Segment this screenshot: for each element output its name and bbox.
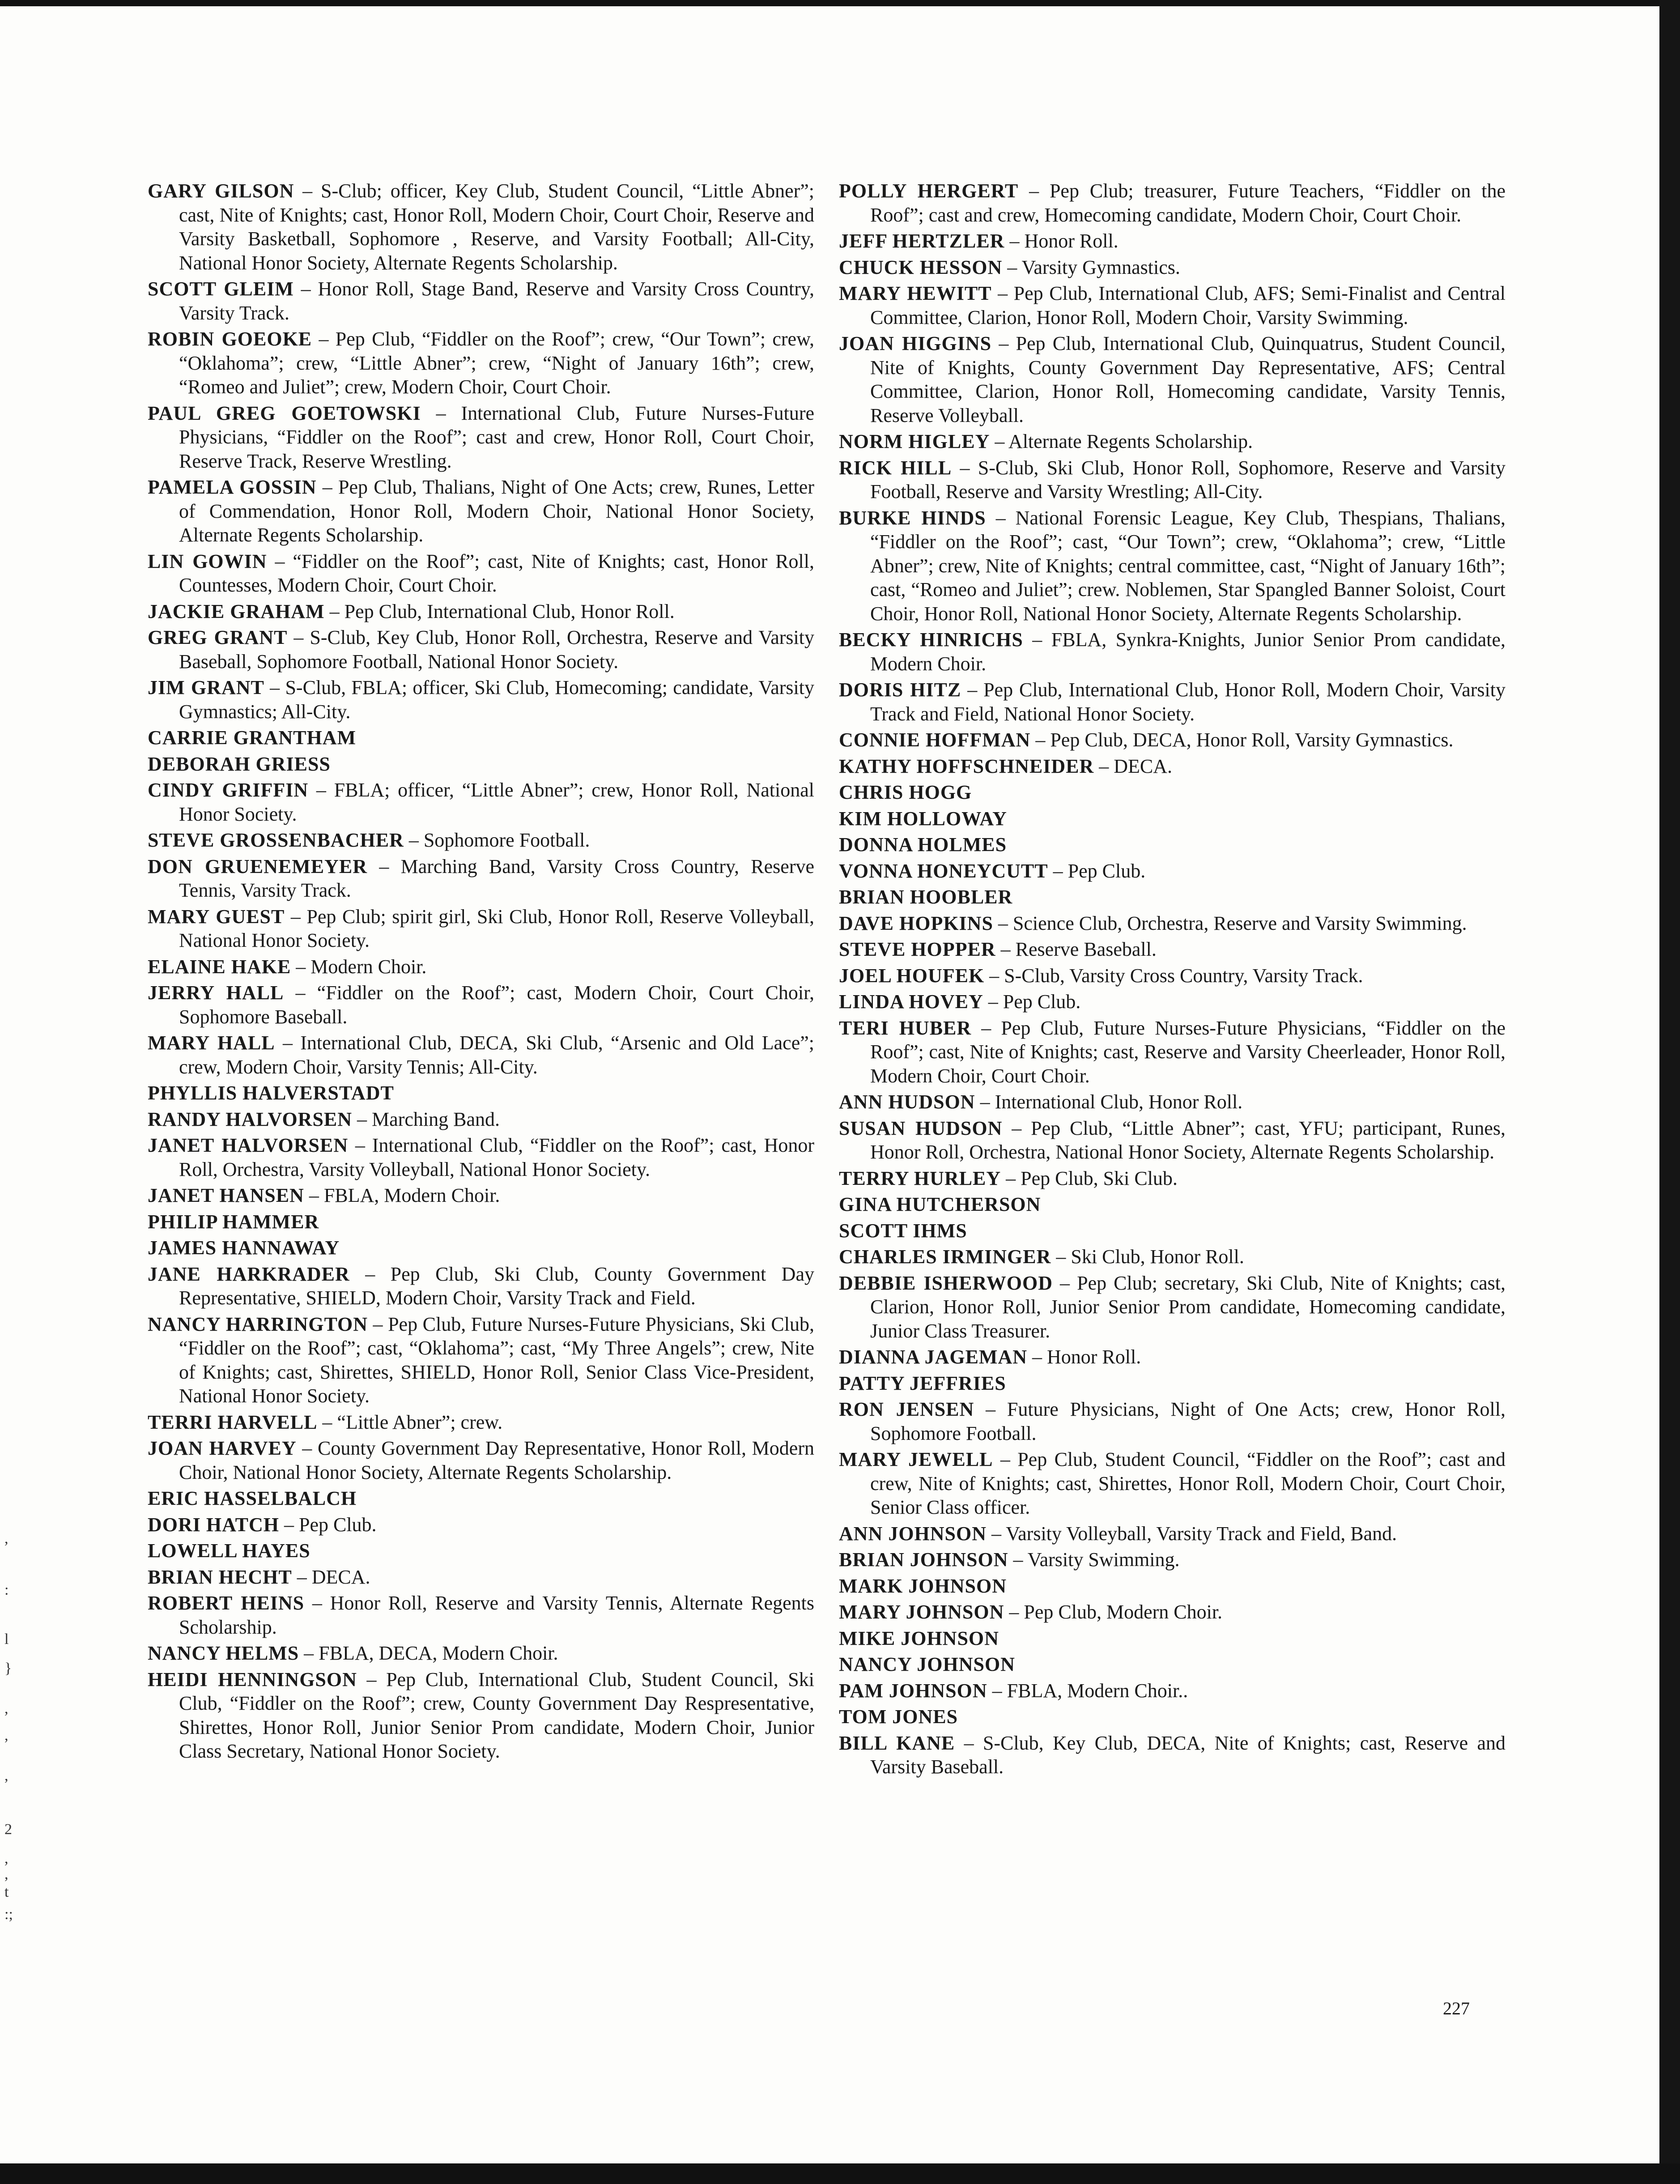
student-name: KATHY HOFFSCHNEIDER: [839, 755, 1094, 777]
student-entry: [148, 752, 814, 776]
student-activities: – Marching Band.: [352, 1108, 500, 1130]
student-name: LIN GOWIN: [148, 550, 267, 572]
student-activities: – Pep Club.: [1048, 860, 1146, 882]
student-entry: [148, 1591, 814, 1639]
student-name: DORI HATCH: [148, 1513, 279, 1536]
student-name: GINA HUTCHERSON: [839, 1193, 1041, 1215]
student-activities: – International Club, DECA, Ski Club, “Arsenic and Old Lace”; crew, Modern Choir, Varsity Tennis; All-City.: [179, 1032, 814, 1078]
student-entry: [839, 255, 1506, 280]
student-entry: [839, 1626, 1506, 1651]
student-entry: [839, 1271, 1506, 1343]
student-activities: – Pep Club, International Club, Honor Roll.: [324, 600, 675, 622]
student-activities: – Reserve Baseball.: [995, 938, 1157, 960]
student-activities: – “Little Abner”; crew.: [317, 1411, 503, 1433]
student-name: TERI HUBER: [839, 1017, 972, 1039]
student-name: TOM JONES: [839, 1706, 958, 1728]
student-name: NANCY JOHNSON: [839, 1653, 1015, 1675]
student-activities: – Pep Club, International Club, Student Council, Ski Club, “Fiddler on the Roof”; crew, County Government Day Respresentative, Shirettes, Honor Roll, Junior Senior Prom candidate, Modern Choir, Junior Class Secretary, National Honor Society.: [179, 1668, 815, 1762]
student-activities: – DECA.: [292, 1566, 370, 1588]
student-activities: – Varsity Gymnastics.: [1002, 256, 1180, 278]
student-entry: [839, 1016, 1506, 1088]
student-entry: [839, 754, 1506, 779]
student-activities: – Science Club, Orchestra, Reserve and Varsity Swimming.: [993, 912, 1467, 934]
student-entry: [148, 626, 814, 673]
student-entry: [839, 1167, 1506, 1191]
student-name: CONNIE HOFFMAN: [839, 729, 1031, 751]
student-entry: [839, 807, 1506, 831]
student-name: CHARLES IRMINGER: [839, 1246, 1051, 1268]
student-entry: [148, 1436, 814, 1484]
student-name: DEBBIE ISHERWOOD: [839, 1272, 1053, 1294]
student-name: SCOTT GLEIM: [148, 278, 294, 300]
student-name: GARY GILSON: [148, 180, 294, 202]
student-entry: [839, 1345, 1506, 1369]
student-activities: – DECA.: [1094, 755, 1173, 777]
student-entry: [148, 1668, 814, 1763]
student-activities: – National Forensic League, Key Club, Thespians, Thalians, “Fiddler on the Roof”; cast, “Our Town”; crew, “Oklahoma”; crew, “Little Abner”; crew, Nite of Knights; central committee, cast, “Night of January 16th”; cast, “Romeo and Juliet”; crew. Noblemen, Star Spangled Banner Soloist, Court Choir, Honor Roll, National Honor Society, Alternate Regents Scholarship.: [870, 507, 1506, 625]
student-activities: – Pep Club, Thalians, Night of One Acts; crew, Runes, Letter of Commendation, Honor Roll, Modern Choir, National Honor Society, Alternate Regents Scholarship.: [179, 476, 814, 546]
student-name: JAMES HANNAWAY: [148, 1237, 340, 1259]
student-activities: – Pep Club, Ski Club.: [1001, 1167, 1178, 1189]
student-name: CARRIE GRANTHAM: [148, 727, 356, 749]
student-activities: – Marching Band, Varsity Cross Country, Reserve Tennis, Varsity Track.: [179, 855, 814, 901]
student-activities: – Pep Club, Ski Club, County Government Day Representative, SHIELD, Modern Choir, Varsity Track and Field.: [179, 1263, 814, 1309]
student-name: DORIS HITZ: [839, 679, 961, 701]
student-name: MIKE JOHNSON: [839, 1627, 999, 1649]
student-name: CINDY GRIFFIN: [148, 779, 309, 801]
student-name: MARY JOHNSON: [839, 1601, 1004, 1623]
student-entry: [148, 1184, 814, 1208]
student-name: BECKY HINRICHS: [839, 629, 1023, 651]
student-name: MARY HALL: [148, 1032, 275, 1054]
student-entry: [839, 859, 1506, 883]
student-activities: – Pep Club, “Fiddler on the Roof”; crew, “Our Town”; crew, “Oklahoma”; crew, “Little Abner”; crew, “Night of January 16th”; crew, “Romeo and Juliet”; crew, Modern Choir, Court Choir.: [179, 328, 815, 398]
margin-mark: :: [4, 1582, 9, 1598]
student-activities: – Pep Club.: [279, 1513, 377, 1536]
student-entry: [839, 281, 1506, 329]
student-activities: – Varsity Swimming.: [1008, 1549, 1180, 1571]
margin-mark: ,: [4, 1767, 9, 1784]
student-activities: – Honor Roll, Reserve and Varsity Tennis, Alternate Regents Scholarship.: [179, 1592, 814, 1638]
student-entry: [839, 1548, 1506, 1572]
student-entry: [148, 726, 814, 750]
student-activities: – FBLA, Modern Choir.: [304, 1184, 500, 1206]
student-name: ROBIN GOEOKE: [148, 328, 312, 350]
student-entry: [839, 1447, 1506, 1520]
student-name: BRIAN JOHNSON: [839, 1549, 1008, 1571]
student-name: MARK JOHNSON: [839, 1575, 1007, 1597]
student-entry: [148, 828, 814, 852]
student-activities: – International Club, “Fiddler on the Roof”; cast, Honor Roll, Orchestra, Varsity Volleyball, National Honor Society.: [179, 1134, 814, 1180]
student-activities: – Future Physicians, Night of One Acts; crew, Honor Roll, Sophomore Football.: [870, 1398, 1506, 1444]
student-activities: – Pep Club, International Club, Quinquatrus, Student Council, Nite of Knights, County Government Day Representative, AFS; Central Committee, Clarion, Honor Roll, Homecoming candidate, Varsity Tennis, Reserve Volleyball.: [870, 332, 1506, 426]
student-name: LINDA HOVEY: [839, 991, 983, 1013]
student-name: JOAN HARVEY: [148, 1437, 297, 1459]
student-name: JANET HANSEN: [148, 1184, 304, 1206]
student-name: BRIAN HOOBLER: [839, 886, 1013, 908]
margin-mark: :;: [4, 1906, 13, 1923]
student-name: BURKE HINDS: [839, 507, 986, 529]
student-name: DONNA HOLMES: [839, 834, 1007, 856]
student-name: TERRI HARVELL: [148, 1411, 318, 1433]
student-entry: [839, 628, 1506, 676]
student-entry: [839, 332, 1506, 427]
margin-mark: ,: [4, 1727, 9, 1744]
student-activities: – County Government Day Representative, Honor Roll, Modern Choir, National Honor Society, Alternate Regents Scholarship.: [179, 1437, 814, 1483]
student-entry: [148, 600, 814, 624]
student-activities: – Pep Club, International Club, AFS; Semi-Finalist and Central Committee, Clarion, Honor Roll, Modern Choir, Varsity Swimming.: [870, 282, 1506, 328]
student-entry: [839, 1192, 1506, 1217]
student-name: PAMELA GOSSIN: [148, 476, 317, 498]
student-name: NANCY HARRINGTON: [148, 1313, 368, 1335]
student-entry: [839, 937, 1506, 962]
student-entry: [148, 1539, 814, 1563]
student-name: DIANNA JAGEMAN: [839, 1346, 1027, 1368]
student-name: POLLY HERGERT: [839, 180, 1019, 202]
student-name: ROBERT HEINS: [148, 1592, 305, 1614]
page-right-edge: [1659, 0, 1680, 2184]
student-name: JIM GRANT: [148, 677, 264, 698]
student-entry: [148, 327, 814, 399]
student-entry: [839, 1652, 1506, 1677]
student-activities: – Pep Club, International Club, Honor Roll, Modern Choir, Varsity Track and Field, National Honor Society.: [870, 679, 1506, 725]
student-name: BILL KANE: [839, 1732, 955, 1754]
student-name: NANCY HELMS: [148, 1642, 299, 1664]
student-activities: – Honor Roll.: [1004, 230, 1119, 252]
student-name: PHILIP HAMMER: [148, 1210, 319, 1233]
student-name: RANDY HALVORSEN: [148, 1108, 353, 1130]
student-entry: [839, 1705, 1506, 1729]
student-name: DAVE HOPKINS: [839, 912, 993, 934]
margin-mark: }: [4, 1660, 12, 1677]
student-activities: – FBLA, DECA, Modern Choir.: [299, 1642, 558, 1664]
student-entry: [148, 905, 814, 953]
student-activities: – S-Club, FBLA; officer, Ski Club, Homecoming; candidate, Varsity Gymnastics; All-City.: [179, 677, 815, 723]
student-entry: [148, 401, 814, 473]
student-entry: [148, 1031, 814, 1079]
student-activities: – Pep Club; treasurer, Future Teachers, “Fiddler on the Roof”; cast and crew, Homecoming candidate, Modern Choir, Court Choir.: [870, 180, 1506, 226]
student-activities: – “Fiddler on the Roof”; cast, Nite of Knights; cast, Honor Roll, Countesses, Modern Choir, Court Choir.: [179, 550, 815, 596]
student-entry: [148, 676, 814, 724]
student-entry: [148, 855, 814, 903]
student-name: LOWELL HAYES: [148, 1540, 310, 1562]
student-activities: – Honor Roll.: [1027, 1346, 1141, 1368]
student-entry: [148, 1641, 814, 1665]
student-entry: [148, 1210, 814, 1234]
margin-mark: 2: [4, 1821, 12, 1838]
student-activities: – FBLA; officer, “Little Abner”; crew, Honor Roll, National Honor Society.: [179, 779, 815, 825]
student-entry: [148, 1081, 814, 1105]
student-name: JOAN HIGGINS: [839, 332, 992, 354]
student-entry: [148, 981, 814, 1029]
page-bottom-edge: [0, 2163, 1680, 2184]
student-name: STEVE GROSSENBACHER: [148, 829, 404, 851]
student-entry: [148, 277, 814, 325]
student-activities: – Sophomore Football.: [404, 829, 590, 851]
student-activities: – “Fiddler on the Roof”; cast, Modern Choir, Court Choir, Sophomore Baseball.: [179, 982, 814, 1028]
margin-mark: ,: [4, 1700, 9, 1717]
student-name: DEBORAH GRIESS: [148, 753, 331, 775]
student-name: HEIDI HENNINGSON: [148, 1668, 357, 1690]
student-entry: [839, 964, 1506, 988]
margin-mark: t: [4, 1884, 9, 1900]
student-name: PAM JOHNSON: [839, 1679, 987, 1702]
student-name: ERIC HASSELBALCH: [148, 1487, 357, 1509]
student-activities: – S-Club, Key Club, DECA, Nite of Knights; cast, Reserve and Varsity Baseball.: [870, 1732, 1506, 1778]
student-activities: – Honor Roll, Stage Band, Reserve and Varsity Cross Country, Varsity Track.: [179, 278, 814, 324]
student-activities: – Pep Club, DECA, Honor Roll, Varsity Gymnastics.: [1030, 729, 1454, 751]
student-entry: [148, 1410, 814, 1435]
student-activities: – Pep Club; spirit girl, Ski Club, Honor Roll, Reserve Volleyball, National Honor Society.: [179, 905, 814, 951]
student-activities: – FBLA, Modern Choir..: [987, 1679, 1188, 1702]
student-activities: – Pep Club, Future Nurses-Future Physicians, Ski Club, “Fiddler on the Roof”; cast, “Oklahoma”; cast, “My Three Angels”; crew, Nite of Knights; cast, Shirettes, SHIELD, Honor Roll, Senior Class Vice-President, National Honor Society.: [179, 1313, 814, 1407]
right-column: [839, 179, 1506, 1781]
student-entry: [839, 1219, 1506, 1243]
student-entry: [839, 1090, 1506, 1114]
student-name: ELAINE HAKE: [148, 955, 291, 978]
student-entry: [148, 1107, 814, 1132]
student-entry: [148, 1262, 814, 1310]
student-entry: [839, 1371, 1506, 1396]
margin-mark: ,: [4, 1530, 9, 1547]
margin-mark: ,: [4, 1866, 9, 1882]
student-entry: [148, 475, 814, 547]
student-name: MARY GUEST: [148, 905, 285, 928]
student-name: SUSAN HUDSON: [839, 1117, 1003, 1139]
student-entry: [148, 179, 814, 275]
student-name: STEVE HOPPER: [839, 938, 996, 960]
student-activities: – Varsity Volleyball, Varsity Track and Field, Band.: [987, 1522, 1397, 1545]
student-name: CHUCK HESSON: [839, 256, 1003, 278]
student-entry: [839, 506, 1506, 626]
student-name: BRIAN HECHT: [148, 1566, 292, 1588]
student-activities: – S-Club, Varsity Cross Country, Varsity Track.: [984, 964, 1363, 987]
student-activities: – International Club, Future Nurses-Future Physicians, “Fiddler on the Roof”; cast and crew, Honor Roll, Court Choir, Reserve Track, Reserve Wrestling.: [179, 402, 815, 472]
student-name: DON GRUENEMEYER: [148, 855, 368, 877]
student-entry: [839, 1522, 1506, 1546]
student-activities: – Pep Club, Future Nurses-Future Physicians, “Fiddler on the Roof”; cast, Nite of Knights; cast, Reserve and Varsity Cheerleader, Honor Roll, Modern Choir, Court Choir.: [870, 1017, 1506, 1087]
student-entry: [148, 955, 814, 979]
student-entry: [839, 833, 1506, 857]
student-entry: [839, 885, 1506, 909]
student-activities: – Pep Club, “Little Abner”; cast, YFU; participant, Runes, Honor Roll, Orchestra, National Honor Society, Alternate Regents Scholarship.: [870, 1117, 1506, 1163]
student-activities: – Pep Club.: [983, 991, 1081, 1013]
student-name: JEFF HERTZLER: [839, 230, 1005, 252]
student-entry: [148, 1513, 814, 1537]
student-activities: – Modern Choir.: [291, 955, 427, 978]
left-column: [148, 179, 814, 1766]
student-activities: – Ski Club, Honor Roll.: [1051, 1246, 1244, 1268]
student-name: ANN HUDSON: [839, 1091, 975, 1113]
page-top-edge: [0, 0, 1680, 6]
student-entry: [839, 1245, 1506, 1269]
student-name: PHYLLIS HALVERSTADT: [148, 1082, 394, 1104]
student-activities: – Pep Club, Student Council, “Fiddler on the Roof”; cast and crew, Nite of Knights; cast, Shirettes, Honor Roll, Modern Choir, Court Choir, Senior Class officer.: [870, 1448, 1506, 1518]
student-name: PAUL GREG GOETOWSKI: [148, 402, 421, 424]
student-entry: [839, 990, 1506, 1014]
student-entry: [839, 1116, 1506, 1164]
student-entry: [148, 549, 814, 597]
student-entry: [839, 179, 1506, 227]
student-name: RICK HILL: [839, 456, 952, 479]
margin-mark: ,: [4, 1850, 9, 1867]
student-activities: – International Club, Honor Roll.: [975, 1091, 1243, 1113]
student-name: VONNA HONEYCUTT: [839, 860, 1048, 882]
student-entry: [148, 1486, 814, 1511]
student-entry: [839, 430, 1506, 454]
student-entry: [839, 1574, 1506, 1598]
student-entry: [839, 1397, 1506, 1445]
student-name: JERRY HALL: [148, 982, 284, 1004]
student-name: JANET HALVORSEN: [148, 1134, 349, 1156]
student-activities: – Alternate Regents Scholarship.: [990, 430, 1253, 452]
student-name: JACKIE GRAHAM: [148, 600, 325, 622]
student-name: TERRY HURLEY: [839, 1167, 1001, 1189]
student-name: CHRIS HOGG: [839, 781, 972, 803]
student-activities: – S-Club, Ski Club, Honor Roll, Sophomore, Reserve and Varsity Football, Reserve and Varsity Wrestling; All-City.: [870, 456, 1506, 502]
student-name: SCOTT IHMS: [839, 1219, 967, 1242]
margin-marks: [4, 1530, 27, 2031]
student-entry: [148, 1312, 814, 1408]
student-entry: [839, 728, 1506, 752]
student-entry: [148, 1133, 814, 1181]
student-name: JOEL HOUFEK: [839, 964, 985, 987]
student-activities: – S-Club, Key Club, Honor Roll, Orchestra, Reserve and Varsity Baseball, Sophomore Football, National Honor Society.: [179, 626, 814, 673]
student-name: KIM HOLLOWAY: [839, 807, 1007, 830]
student-name: MARY JEWELL: [839, 1448, 993, 1470]
student-name: NORM HIGLEY: [839, 430, 990, 452]
student-entry: [839, 1731, 1506, 1779]
student-name: JANE HARKRADER: [148, 1263, 350, 1285]
student-entry: [148, 1565, 814, 1589]
student-activities: – FBLA, Synkra-Knights, Junior Senior Prom candidate, Modern Choir.: [870, 629, 1506, 675]
student-entry: [839, 678, 1506, 726]
student-activities: – Pep Club, Modern Choir.: [1004, 1601, 1223, 1623]
student-entry: [148, 1236, 814, 1260]
student-entry: [839, 1679, 1506, 1703]
student-entry: [839, 456, 1506, 504]
margin-mark: l: [4, 1631, 9, 1648]
student-activities: – S-Club; officer, Key Club, Student Council, “Little Abner”; cast, Nite of Knights; cast, Honor Roll, Modern Choir, Court Choir, Reserve and Varsity Basketball, Sophomore , Reserve, and Varsity Football; All-City, National Honor Society, Alternate Regents Scholarship.: [179, 180, 815, 274]
student-activities: – Pep Club; secretary, Ski Club, Nite of Knights; cast, Clarion, Honor Roll, Junior Senior Prom candidate, Homecoming candidate, Junior Class Treasurer.: [870, 1272, 1506, 1342]
page-number: 227: [1443, 1998, 1470, 2018]
student-name: PATTY JEFFRIES: [839, 1372, 1006, 1394]
student-name: RON JENSEN: [839, 1398, 974, 1420]
student-entry: [839, 911, 1506, 936]
student-name: ANN JOHNSON: [839, 1522, 987, 1545]
student-name: GREG GRANT: [148, 626, 288, 648]
student-entry: [839, 1600, 1506, 1624]
student-entry: [839, 229, 1506, 253]
student-name: MARY HEWITT: [839, 282, 992, 304]
student-entry: [839, 780, 1506, 805]
student-entry: [148, 778, 814, 826]
